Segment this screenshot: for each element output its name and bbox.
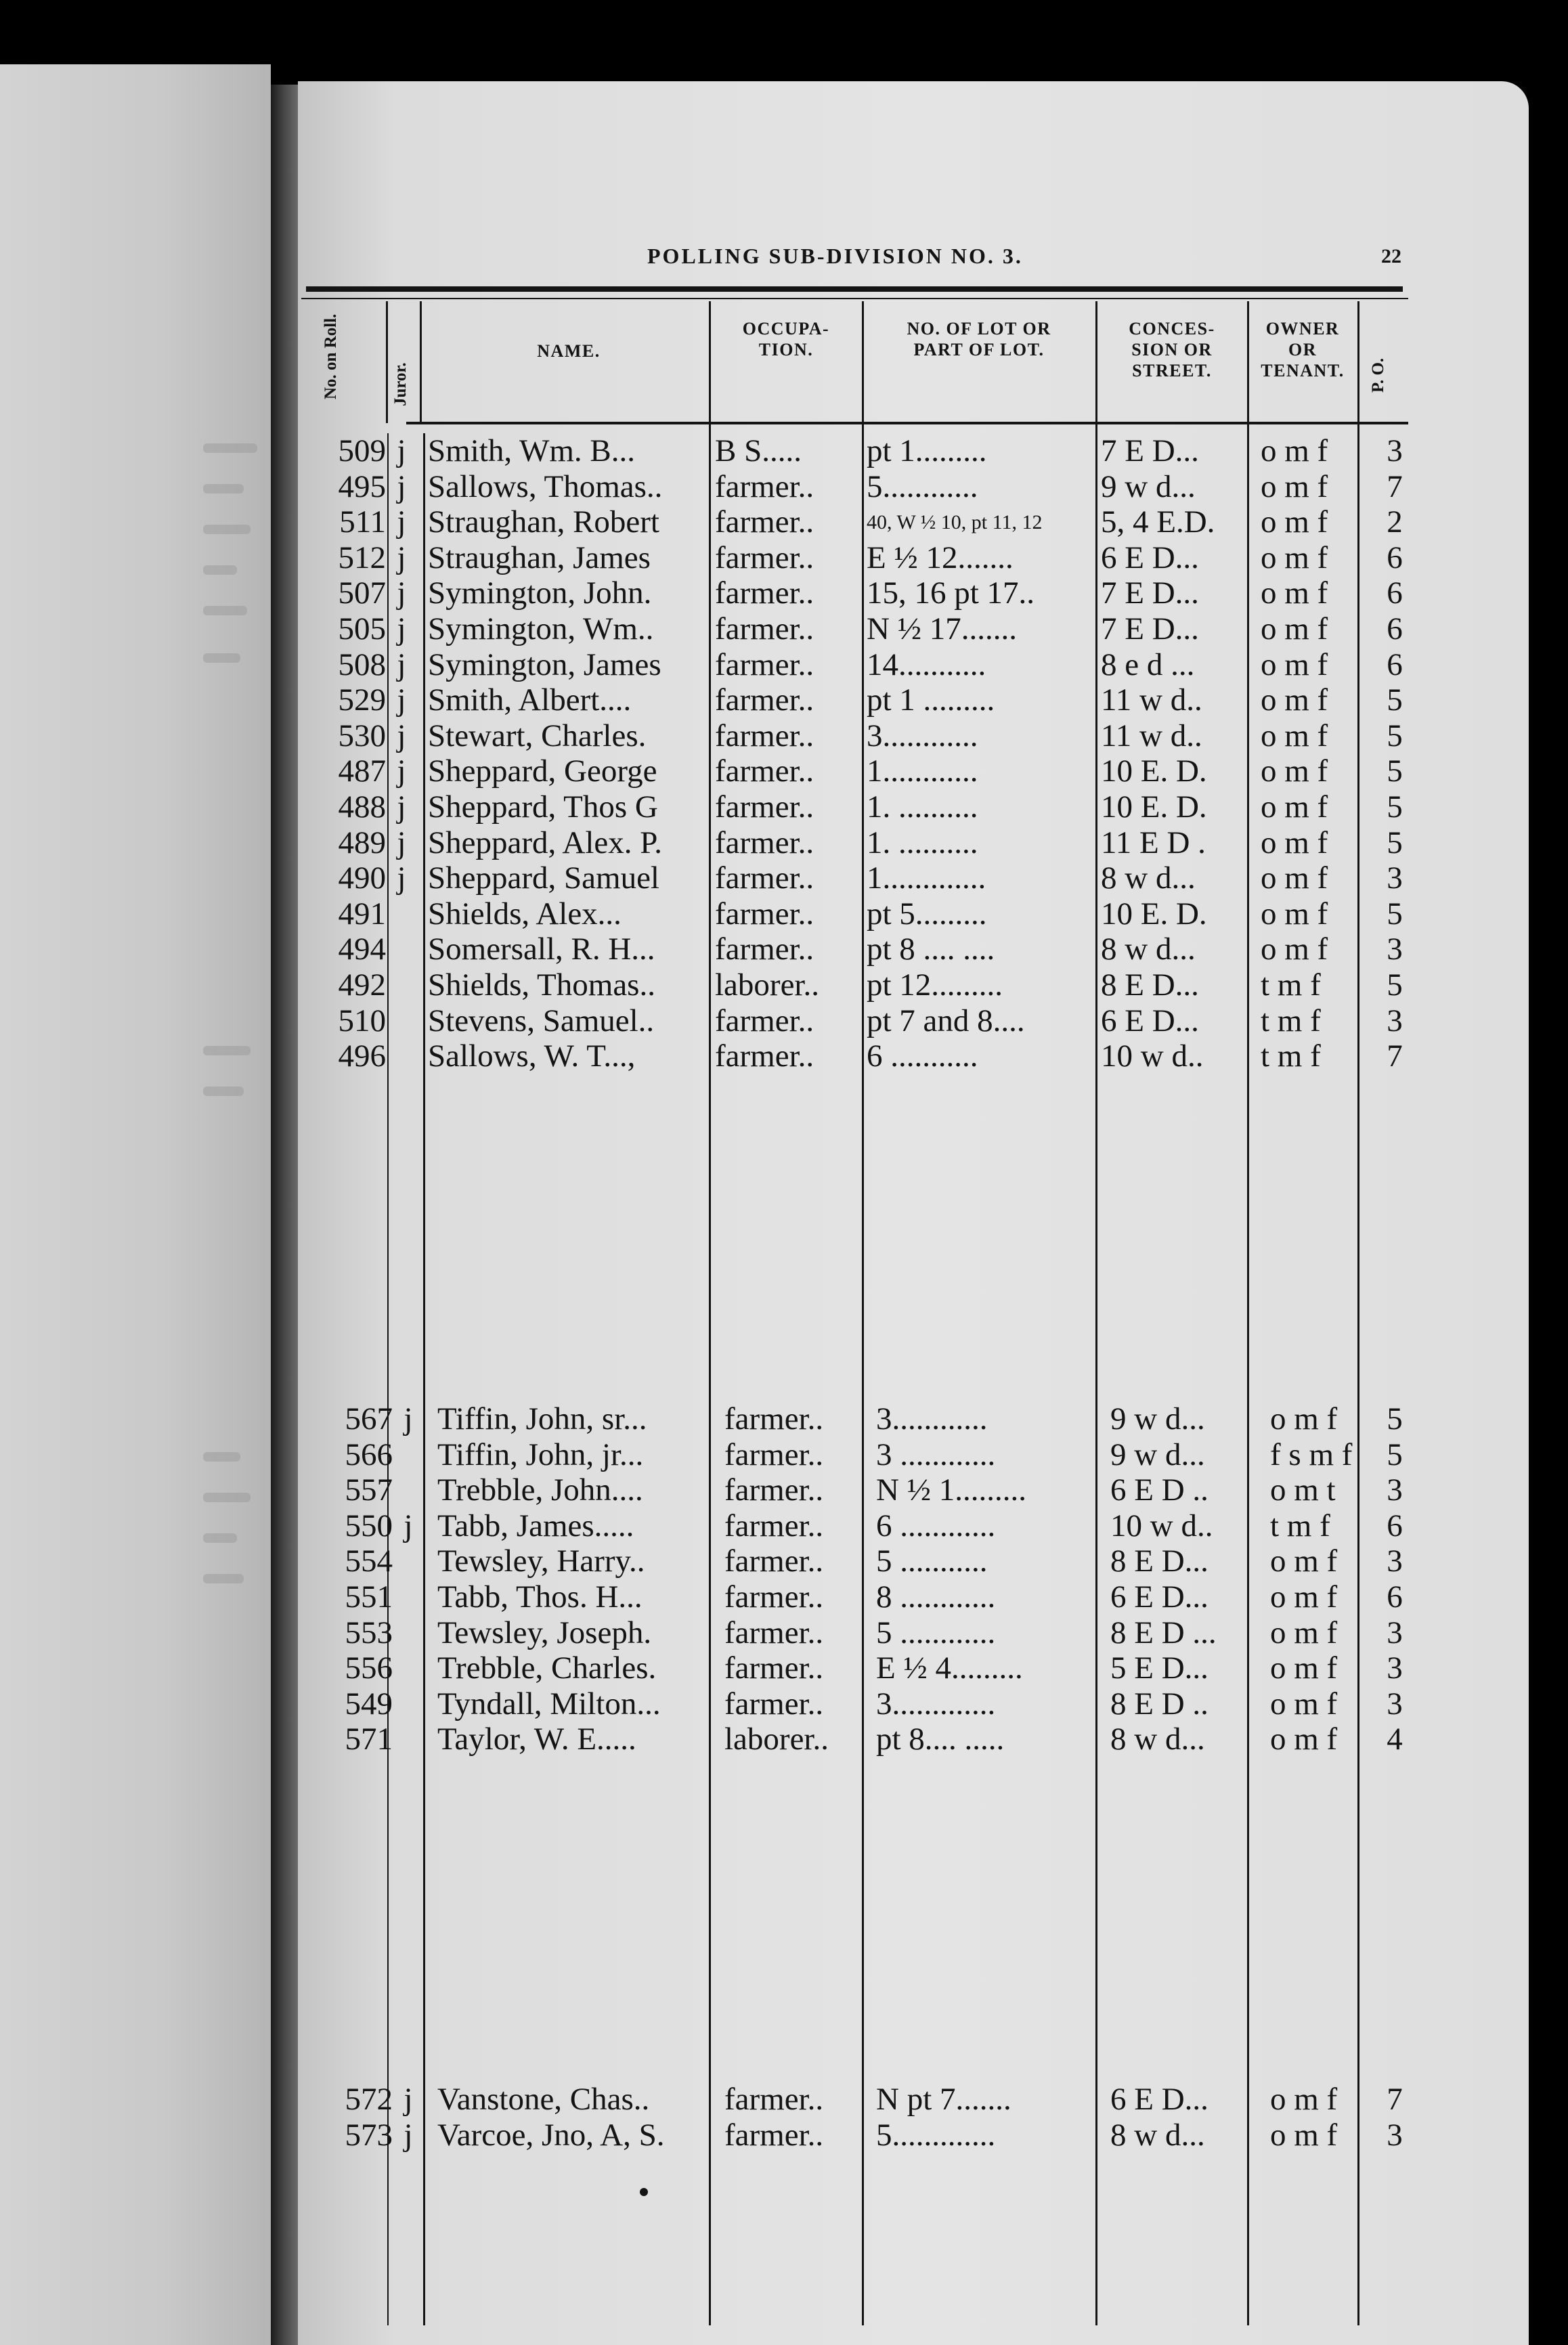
cell-concession: 8 E D... [1110,1543,1208,1579]
cell-juror [388,1003,415,1039]
cell-po: 6 [1387,1508,1403,1543]
cell-name: Tabb, James..... [437,1508,634,1543]
cell-occupation: farmer.. [715,860,814,896]
cell-name: Somersall, R. H... [428,932,655,967]
column-divider [423,433,425,2325]
cell-name: Taylor, W. E..... [437,1722,636,1757]
cell-roll: 488 [338,789,386,825]
cell-juror: j [397,468,406,504]
cell-owner: o m f [1270,2117,1338,2153]
cell-roll: 556 [345,1650,393,1686]
cell-po: 6 [1387,1579,1403,1615]
cell-name: Tyndall, Milton... [437,1686,661,1722]
cell-occupation: farmer.. [715,575,814,611]
cell-po: 3 [1387,1472,1403,1508]
cell-juror: j [404,1401,413,1437]
cell-concession: 9 w d... [1110,1401,1205,1437]
column-divider [1357,301,1359,2325]
cell-juror: j [404,2082,413,2117]
cell-lot: pt 1......... [867,433,987,468]
cell-owner: o m f [1261,825,1328,860]
bleed-mark [203,443,257,453]
cell-owner: o m f [1261,896,1328,932]
column-divider [1247,301,1249,2325]
cell-occupation: farmer.. [724,1437,824,1472]
cell-lot: 15, 16 pt 17.. [867,575,1035,611]
cell-occupation: farmer.. [724,1401,824,1437]
cell-name: Symington, John. [428,575,652,611]
cell-occupation: farmer.. [715,896,814,932]
cell-juror: j [397,611,406,646]
cell-roll: 509 [338,433,386,468]
cell-juror: j [397,433,406,468]
cell-concession: 9 w d... [1110,1437,1205,1472]
cell-occupation: farmer.. [715,611,814,646]
cell-occupation: farmer.. [724,2082,824,2117]
cell-owner: o m f [1261,718,1328,753]
cell-occupation: laborer.. [724,1722,829,1757]
cell-concession: 6 E D... [1110,1579,1208,1615]
cell-concession: 5 E D... [1110,1650,1208,1686]
bleed-mark [203,1452,240,1462]
cell-roll: 505 [338,611,386,646]
bleed-mark [203,1493,251,1502]
cell-roll: 508 [338,646,386,682]
cell-po: 3 [1387,1003,1403,1038]
cell-name: Trebble, John.... [437,1472,643,1508]
cell-occupation: farmer.. [715,646,814,682]
cell-concession: 7 E D... [1101,575,1199,611]
cell-concession: 6 E D... [1101,1003,1199,1038]
cell-concession: 11 w d.. [1101,682,1202,718]
column-divider [1095,301,1097,2325]
cell-roll: 551 [345,1579,393,1615]
cell-concession: 8 e d ... [1101,646,1195,682]
cell-lot: 5............. [876,2117,996,2153]
cell-roll: 494 [338,932,386,967]
page-title: POLLING SUB-DIVISION NO. 3. [647,244,1023,268]
cell-owner: o m f [1261,860,1328,896]
cell-owner: o m f [1270,1401,1338,1437]
cell-owner: o m f [1261,540,1328,575]
page-number: 22 [1381,245,1401,267]
ink-dot [640,2188,648,2196]
cell-name: Sheppard, Samuel [428,860,659,896]
column-header-lot: NO. OF LOT OR PART OF LOT. [907,319,1051,359]
cell-owner: o m f [1270,1722,1338,1757]
cell-juror: j [397,753,406,789]
cell-juror [395,1722,422,1757]
bleed-mark [203,1574,244,1583]
cell-occupation: farmer.. [724,1508,824,1543]
cell-name: Shields, Thomas.. [428,967,655,1003]
cell-roll: 487 [338,753,386,789]
cell-po: 6 [1387,540,1403,575]
cell-roll: 550 [345,1508,393,1543]
cell-occupation: farmer.. [724,1472,824,1508]
cell-occupation: farmer.. [715,753,814,789]
bleed-mark [203,1087,244,1096]
cell-name: Sheppard, Alex. P. [428,825,662,860]
column-header-occupation: OCCUPA- TION. [742,319,830,359]
cell-name: Symington, James [428,646,661,682]
cell-roll: 549 [345,1686,393,1722]
cell-po: 6 [1387,646,1403,682]
cell-concession: 6 E D .. [1110,1472,1208,1508]
cell-po: 6 [1387,611,1403,646]
cell-po: 5 [1387,753,1403,789]
cell-owner: o m f [1261,468,1328,504]
cell-lot: 3 ............ [876,1437,996,1472]
cell-po: 3 [1387,932,1403,967]
cell-occupation: laborer.. [715,967,819,1003]
cell-concession: 10 E. D. [1101,896,1207,932]
cell-lot: pt 7 and 8.... [867,1003,1025,1038]
cell-concession: 6 E D... [1110,2082,1208,2117]
bleed-mark [203,484,244,494]
bleed-mark [203,1046,251,1055]
column-header-owner: OWNER OR TENANT. [1261,319,1345,380]
cell-name: Tewsley, Harry.. [437,1543,645,1579]
bleed-mark [203,653,240,663]
cell-occupation: B S..... [715,433,802,468]
cell-lot: 6 ............ [876,1508,996,1543]
cell-roll: 553 [345,1615,393,1650]
cell-juror: j [397,682,406,718]
cell-name: Tewsley, Joseph. [437,1615,652,1650]
cell-lot: 40, W ½ 10, pt 11, 12 [867,511,1043,534]
cell-lot: 3............. [876,1686,996,1722]
cell-name: Sallows, Thomas.. [428,468,663,504]
cell-juror: j [397,825,406,860]
column-divider [709,301,711,2325]
cell-po: 3 [1387,1686,1403,1722]
bleed-mark [203,525,251,534]
cell-lot: 3............ [876,1401,988,1437]
column-divider [420,301,422,423]
cell-lot: E ½ 4......... [876,1650,1023,1686]
cell-name: Sallows, W. T..., [428,1038,636,1074]
cell-lot: 5 ........... [876,1543,988,1579]
cell-roll: 554 [345,1543,393,1579]
cell-occupation: farmer.. [715,825,814,860]
cell-po: 2 [1387,504,1403,540]
cell-roll: 491 [338,896,386,932]
cell-owner: o m f [1261,575,1328,611]
cell-owner: o m f [1261,611,1328,646]
cell-lot: 8 ............ [876,1579,996,1615]
cell-owner: o m f [1261,932,1328,967]
cell-occupation: farmer.. [724,1615,824,1650]
cell-po: 5 [1387,718,1403,753]
cell-occupation: farmer.. [715,468,814,504]
cell-concession: 9 w d... [1101,468,1196,504]
cell-concession: 5, 4 E.D. [1101,504,1215,540]
cell-po: 5 [1387,825,1403,860]
column-header-name: NAME. [537,341,601,361]
cell-juror: j [397,789,406,825]
cell-roll: 571 [345,1722,393,1757]
cell-roll: 557 [345,1472,393,1508]
cell-occupation: farmer.. [715,1038,814,1074]
column-header-concession: CONCES- SION OR STREET. [1129,319,1215,380]
cell-name: Trebble, Charles. [437,1650,657,1686]
cell-owner: o m t [1270,1472,1336,1508]
cell-lot: 6 ........... [867,1038,978,1074]
facing-page [0,64,271,2345]
cell-occupation: farmer.. [715,932,814,967]
cell-name: Tabb, Thos. H... [437,1579,643,1615]
cell-concession: 10 w d.. [1110,1508,1213,1543]
cell-juror [395,1650,422,1686]
cell-lot: N ½ 17....... [867,611,1017,646]
cell-roll: 529 [338,682,386,718]
cell-juror: j [404,1508,413,1543]
cell-concession: 10 E. D. [1101,789,1207,825]
cell-owner: t m f [1270,1508,1330,1543]
cell-occupation: farmer.. [724,1543,824,1579]
cell-lot: 1. .......... [867,825,978,860]
cell-lot: 5............ [867,468,978,504]
cell-juror: j [397,646,406,682]
cell-lot: 3............ [867,718,978,753]
cell-po: 5 [1387,896,1403,932]
bleed-mark [203,606,247,615]
cell-roll: 511 [339,504,386,540]
cell-owner: o m f [1261,433,1328,468]
cell-owner: o m f [1261,646,1328,682]
book-gutter [271,85,298,2345]
cell-po: 5 [1387,967,1403,1003]
cell-juror [395,1472,422,1508]
cell-lot: 1............ [867,753,978,789]
cell-occupation: farmer.. [715,540,814,575]
header-rule-thin [301,298,1408,299]
cell-roll: 490 [338,860,386,896]
cell-owner: t m f [1261,1038,1321,1074]
cell-owner: o m f [1261,753,1328,789]
cell-lot: pt 12......... [867,967,1003,1003]
cell-juror [395,1579,422,1615]
cell-po: 5 [1387,789,1403,825]
cell-concession: 6 E D... [1101,540,1199,575]
cell-name: Stevens, Samuel.. [428,1003,655,1038]
cell-po: 4 [1387,1722,1403,1757]
cell-po: 3 [1387,433,1403,468]
cell-lot: 1. .......... [867,789,978,825]
cell-occupation: farmer.. [715,682,814,718]
cell-concession: 8 w d... [1101,860,1196,896]
cell-owner: t m f [1261,967,1321,1003]
cell-owner: o m f [1270,1543,1338,1579]
cell-roll: 566 [345,1437,393,1472]
cell-lot: E ½ 12....... [867,540,1014,575]
cell-lot: 1............. [867,860,986,896]
cell-owner: o m f [1270,1615,1338,1650]
cell-po: 3 [1387,1650,1403,1686]
cell-concession: 10 E. D. [1101,753,1207,789]
cell-lot: pt 1 ......... [867,682,995,718]
cell-concession: 11 w d.. [1101,718,1202,753]
cell-occupation: farmer.. [715,789,814,825]
cell-juror [388,1038,415,1074]
cell-juror: j [404,2117,413,2153]
cell-po: 3 [1387,1543,1403,1579]
cell-juror: j [397,718,406,753]
cell-owner: f s m f [1270,1437,1353,1472]
cell-roll: 507 [338,575,386,611]
cell-name: Straughan, James [428,540,651,575]
cell-roll: 489 [338,825,386,860]
cell-juror [395,1437,422,1473]
cell-concession: 8 E D .. [1110,1686,1208,1722]
cell-concession: 8 E D... [1101,967,1199,1003]
bleed-mark [203,1533,237,1543]
cell-juror: j [397,504,406,540]
cell-name: Tiffin, John, sr... [437,1401,647,1437]
cell-po: 7 [1387,468,1403,504]
column-header-rule [406,422,1408,424]
cell-concession: 8 w d... [1110,2117,1205,2153]
cell-concession: 8 E D ... [1110,1615,1217,1650]
cell-po: 3 [1387,860,1403,896]
cell-occupation: farmer.. [715,504,814,540]
cell-po: 3 [1387,1615,1403,1650]
cell-lot: pt 8.... ..... [876,1722,1005,1757]
cell-name: Smith, Wm. B... [428,433,635,468]
column-header-po: P. O. [1369,357,1387,393]
cell-roll: 530 [338,718,386,753]
cell-name: Sheppard, Thos G [428,789,658,825]
cell-roll: 495 [338,468,386,504]
cell-juror [395,1686,422,1722]
cell-lot: 5 ............ [876,1615,996,1650]
cell-lot: 14........... [867,646,986,682]
cell-juror [388,896,415,932]
cell-roll: 572 [345,2082,393,2117]
cell-po: 3 [1387,2117,1403,2153]
cell-concession: 11 E D . [1101,825,1206,860]
column-divider [862,301,864,2325]
column-header-roll: No. on Roll. [322,313,340,399]
cell-roll: 567 [345,1401,393,1437]
header-rule [306,286,1403,292]
cell-po: 6 [1387,575,1403,611]
cell-roll: 492 [338,967,386,1003]
cell-name: Straughan, Robert [428,504,659,540]
cell-name: Symington, Wm.. [428,611,654,646]
cell-owner: t m f [1261,1003,1321,1038]
cell-roll: 510 [338,1003,386,1038]
cell-lot: N pt 7....... [876,2082,1011,2117]
cell-owner: o m f [1270,2082,1338,2117]
cell-name: Varcoe, Jno, A, S. [437,2117,665,2153]
cell-owner: o m f [1270,1686,1338,1722]
cell-owner: o m f [1270,1650,1338,1686]
cell-concession: 8 w d... [1110,1722,1205,1757]
cell-roll: 512 [338,540,386,575]
cell-roll: 573 [345,2117,393,2153]
cell-po: 5 [1387,1437,1403,1472]
page [298,81,1529,2345]
cell-name: Sheppard, George [428,753,657,789]
cell-lot: pt 8 .... .... [867,932,995,967]
cell-owner: o m f [1270,1579,1338,1615]
column-header-juror: Juror. [391,362,410,406]
cell-name: Shields, Alex... [428,896,622,932]
cell-juror: j [397,860,406,896]
column-divider [386,301,388,423]
cell-occupation: farmer.. [724,1686,824,1722]
cell-concession: 7 E D... [1101,611,1199,646]
cell-name: Smith, Albert.... [428,682,632,718]
cell-juror [395,1543,422,1579]
cell-po: 5 [1387,1401,1403,1437]
cell-po: 7 [1387,2082,1403,2117]
cell-concession: 7 E D... [1101,433,1199,468]
cell-juror: j [397,540,406,575]
cell-juror [395,1615,422,1651]
cell-owner: o m f [1261,789,1328,825]
cell-juror [388,967,415,1003]
cell-lot: pt 5......... [867,896,987,932]
cell-po: 7 [1387,1038,1403,1074]
cell-name: Vanstone, Chas.. [437,2082,650,2117]
cell-concession: 8 w d... [1101,932,1196,967]
cell-occupation: farmer.. [715,718,814,753]
cell-concession: 10 w d.. [1101,1038,1204,1074]
bleed-mark [203,565,237,575]
cell-juror [388,932,415,967]
cell-occupation: farmer.. [715,1003,814,1038]
cell-owner: o m f [1261,682,1328,718]
cell-occupation: farmer.. [724,2117,824,2153]
cell-lot: N ½ 1......... [876,1472,1026,1508]
cell-occupation: farmer.. [724,1579,824,1615]
cell-po: 5 [1387,682,1403,718]
cell-name: Stewart, Charles. [428,718,647,753]
cell-roll: 496 [338,1038,386,1074]
cell-name: Tiffin, John, jr... [437,1437,644,1472]
cell-owner: o m f [1261,504,1328,540]
cell-juror: j [397,575,406,611]
cell-occupation: farmer.. [724,1650,824,1686]
